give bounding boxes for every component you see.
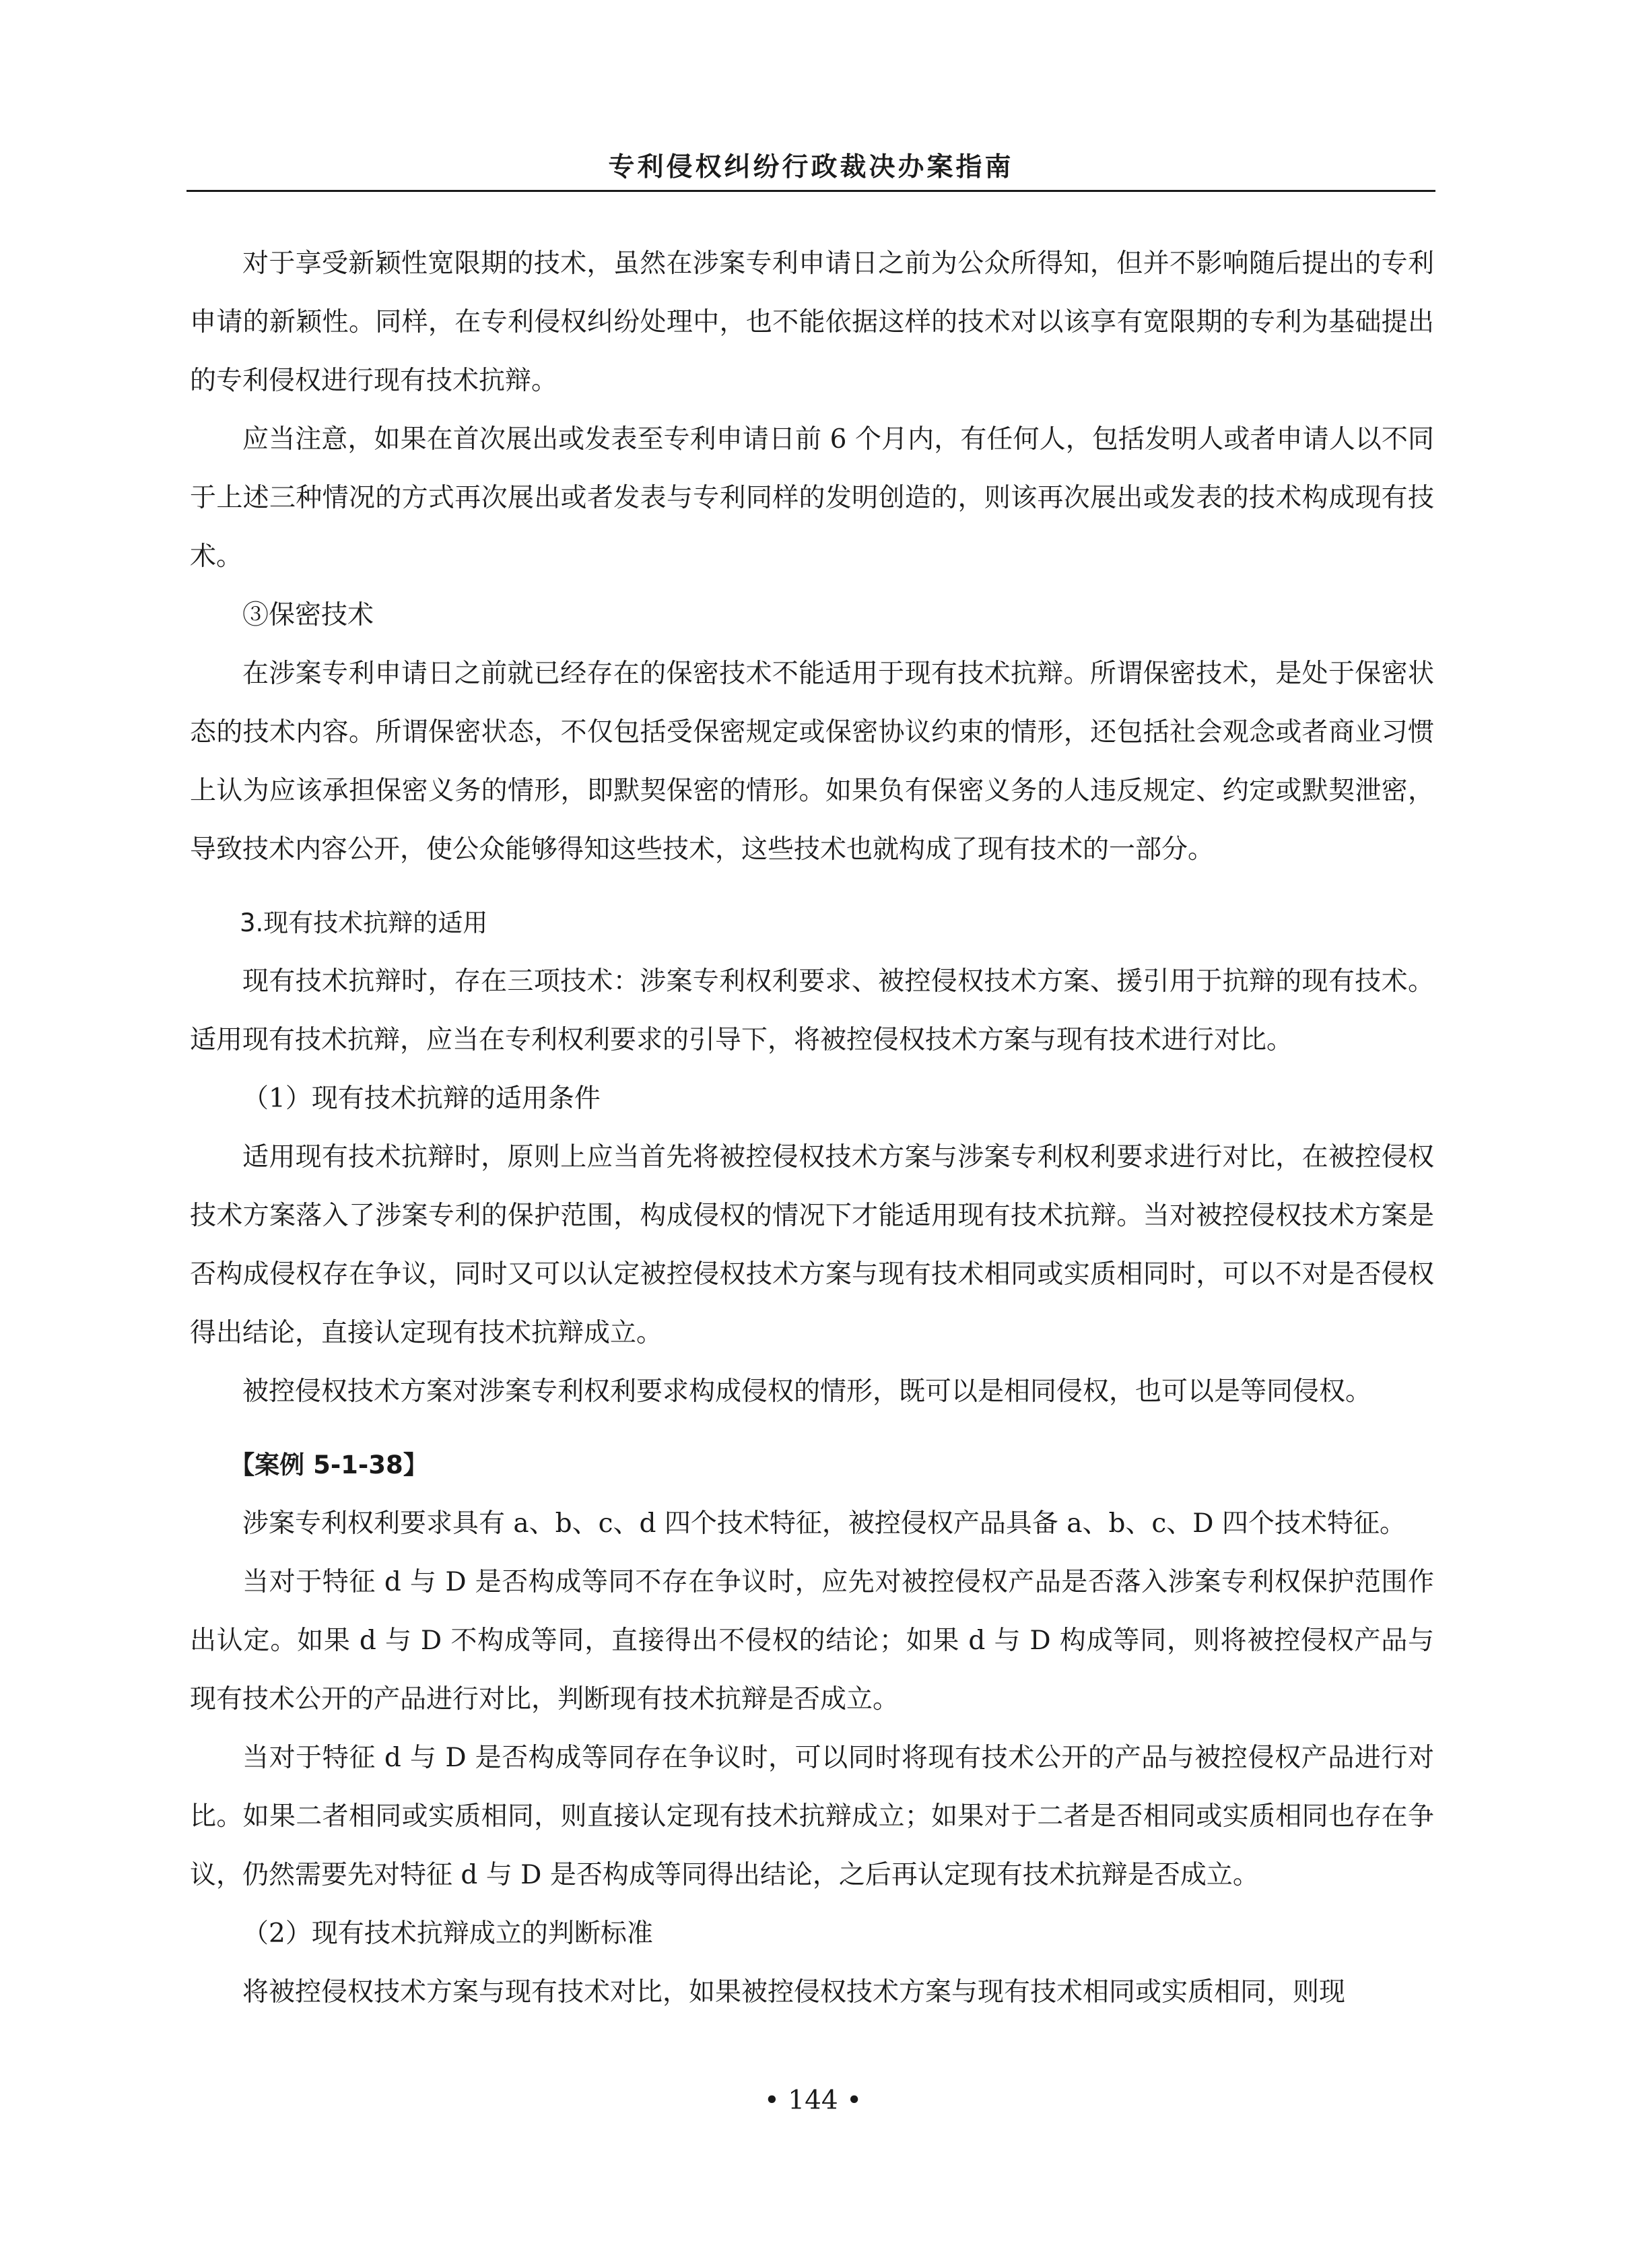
paragraph-infringement-types: 被控侵权技术方案对涉案专利权利要求构成侵权的情形，既可以是相同侵权，也可以是等同侵权。 [242,1376,1372,1407]
paragraph-note: 应当注意，如果在首次展出或发表至专利申请日前 6 个月内，有任何人，包括发明人或者申请人以不同于上述三种情况的方式再次展出或者发表与专利同样的发明创造的，则该再次展出或发表的技术构成现有技术。 [190,424,1434,572]
subheading-confidential-tech: ③保密技术 [242,600,374,630]
running-header-title: 专利侵权纠纷行政裁决办案指南 [608,152,1014,182]
subheading-criteria: （2）现有技术抗辩成立的判断标准 [242,1919,653,1949]
section-heading-application: 3.现有技术抗辩的适用 [240,908,488,937]
paragraph-conditions: 适用现有技术抗辩时，原则上应当首先将被控侵权技术方案与涉案专利权利要求进行对比，在被控侵权技术方案落入了涉案专利的保护范围，构成侵权的情况下才能适用现有技术抗辩。当对被控侵权技术方案是否构成侵权存在争议，同时又可以认定被控侵权技术方案与现有技术相同或实质相同时，可以不对是否侵权得出结论，直接认定现有技术抗辩成立。 [190,1142,1434,1348]
paragraph-confidential-tech: 在涉案专利申请日之前就已经存在的保密技术不能适用于现有技术抗辩。所谓保密技术，是处于保密状态的技术内容。所谓保密状态，不仅包括受保密规定或保密协议约束的情形，还包括社会观念或者商业习惯上认为应该承担保密义务的情形，即默契保密的情形。如果负有保密义务的人违反规定、约定或默契泄密，导致技术内容公开，使公众能够得知这些技术，这些技术也就构成了现有技术的一部分。 [190,659,1434,865]
paragraph-grace-period: 对于享受新颖性宽限期的技术，虽然在涉案专利申请日之前为公众所得知，但并不影响随后提出的专利申请的新颖性。同样，在专利侵权纠纷处理中，也不能依据这样的技术对以该享有宽限期的专利为基础提出的专利侵权进行现有技术抗辩。 [190,248,1434,396]
header-rule [187,190,1435,192]
subheading-conditions: （1）现有技术抗辩的适用条件 [242,1083,601,1114]
paragraph-case-no-dispute: 当对于特征 d 与 D 是否构成等同不存在争议时，应先对被控侵权产品是否落入涉案专利权保护范围作出认定。如果 d 与 D 不构成等同，直接得出不侵权的结论；如果 d 与 D 构成等同，则将被控侵权产品与现有技术公开的产品进行对比，判断现有技术抗辩是否成立。 [190,1567,1434,1714]
paragraph-case-dispute: 当对于特征 d 与 D 是否构成等同存在争议时，可以同时将现有技术公开的产品与被控侵权产品进行对比。如果二者相同或实质相同，则直接认定现有技术抗辩成立；如果对于二者是否相同或实质相同也存在争议，仍然需要先对特征 d 与 D 是否构成等同得出结论，之后再认定现有技术抗辩是否成立。 [190,1743,1434,1890]
page-number: • 144 • [764,2086,862,2116]
paragraph-criteria: 将被控侵权技术方案与现有技术对比，如果被控侵权技术方案与现有技术相同或实质相同，则现 [242,1977,1346,2007]
case-title: 【案例 5-1-38】 [230,1450,428,1479]
body-text [190,234,1434,2022]
paragraph-three-techs: 现有技术抗辩时，存在三项技术：涉案专利权利要求、被控侵权技术方案、援引用于抗辩的现有技术。适用现有技术抗辩，应当在专利权利要求的引导下，将被控侵权技术方案与现有技术进行对比。 [190,966,1434,1055]
paragraph-case-features: 涉案专利权利要求具有 a、b、c、d 四个技术特征，被控侵权产品具备 a、b、c、D 四个技术特征。 [242,1508,1406,1539]
